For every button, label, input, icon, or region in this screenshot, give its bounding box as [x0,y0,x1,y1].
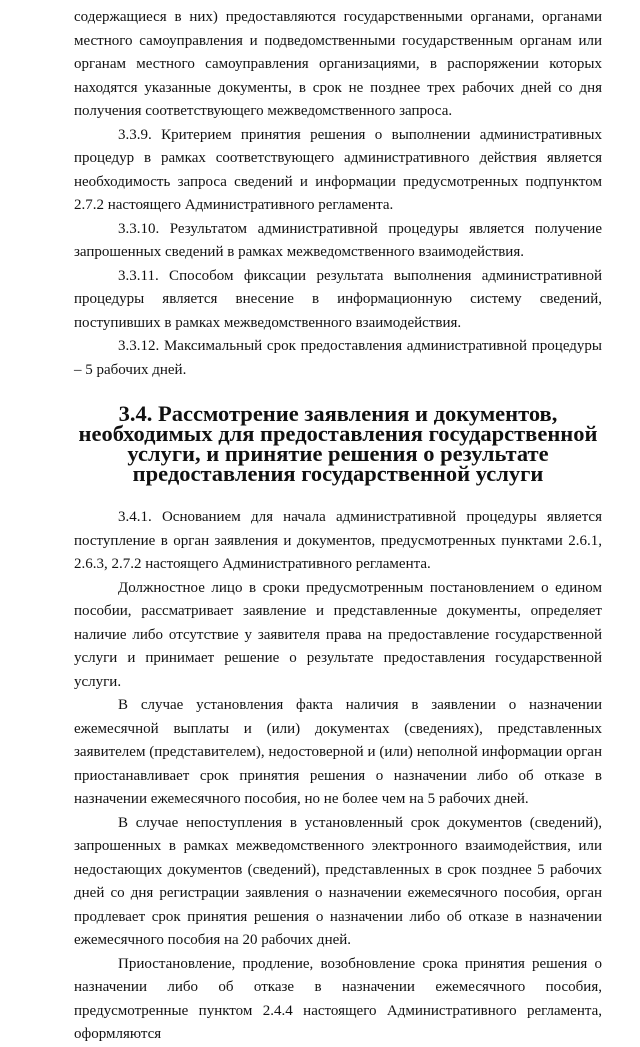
paragraph-official-review: Должностное лицо в сроки предусмотренным постановлением о едином пособии, рассматривает заявление и представленные документы, определяет наличие либо отсутствие у заявителя права на предоставление государственной услуги и принимает решение о результате предоставления государственной услуги. [74,579,602,690]
paragraph-3-3-11: 3.3.11. Способом фиксации результата выполнения административной процедуры является внесение в информационную систему сведений, поступивших в рамках межведомственного взаимодействия. [74,267,602,331]
paragraph-suspension: В случае установления факта наличия в заявлении о назначении ежемесячной выплаты и (или) документах (сведениях), представленных заявителем (представителем), недостоверной и (или) неполной информации орган приостанавливает срок принятия решения о назначении либо об отказе в назначении ежемесячного пособия, но не более чем на 5 рабочих дней. [74,697,602,807]
paragraph-extension: В случае непоступления в установленный срок документов (сведений), запрошенных в рамках межведомственного электронного взаимодействия, или недостающих документов (сведений), представленных в срок позднее 5 рабочих дней со дня регистрации заявления о назначении ежемесячного пособия, орган продлевает срок принятия решения о назначении либо об отказе в назначении ежемесячного пособия на 20 рабочих дней. [74,814,602,948]
section-heading: 3.4. Рассмотрение заявления и документов, необходимых для предоставления государственной услуги, и принятие решения о результате предоставления государственной услуги [78,401,598,486]
paragraph-resumption: Приостановление, продление, возобновление срока принятия решения о назначении либо об отказе в назначении ежемесячного пособия, предусмотренные пунктом 2.4.4 настоящего Административного регламента, оформляются [74,955,602,1042]
document-page [74,6,602,1047]
paragraph-3-3-9: 3.3.9. Критерием принятия решения о выполнении административных процедур в рамках соответствующего административного действия является необходимость запроса сведений и информации предусмотренных подпунктом 2.7.2 настоящего Административного регламента. [74,126,602,213]
paragraph-3-3-12: 3.3.12. Максимальный срок предоставления административной процедуры – 5 рабочих дней. [74,338,602,378]
paragraph-3-3-10: 3.3.10. Результатом административной процедуры является получение запрошенных сведений в рамках межведомственного взаимодействия. [74,220,602,260]
paragraph-3-4-1: 3.4.1. Основанием для начала административной процедуры является поступление в орган заявления и документов, предусмотренных пунктами 2.6.1, 2.6.3, 2.7.2 настоящего Административного регламента. [74,509,602,572]
paragraph-continuation: содержащиеся в них) предоставляются государственными органами, органами местного самоуправления и подведомственными государственным органам или органам местного самоуправления организациями, в распоряжении которых находятся указанные документы, в срок не позднее трех рабочих дней со дня получения соответствующего межведомственного запроса. [74,9,602,119]
